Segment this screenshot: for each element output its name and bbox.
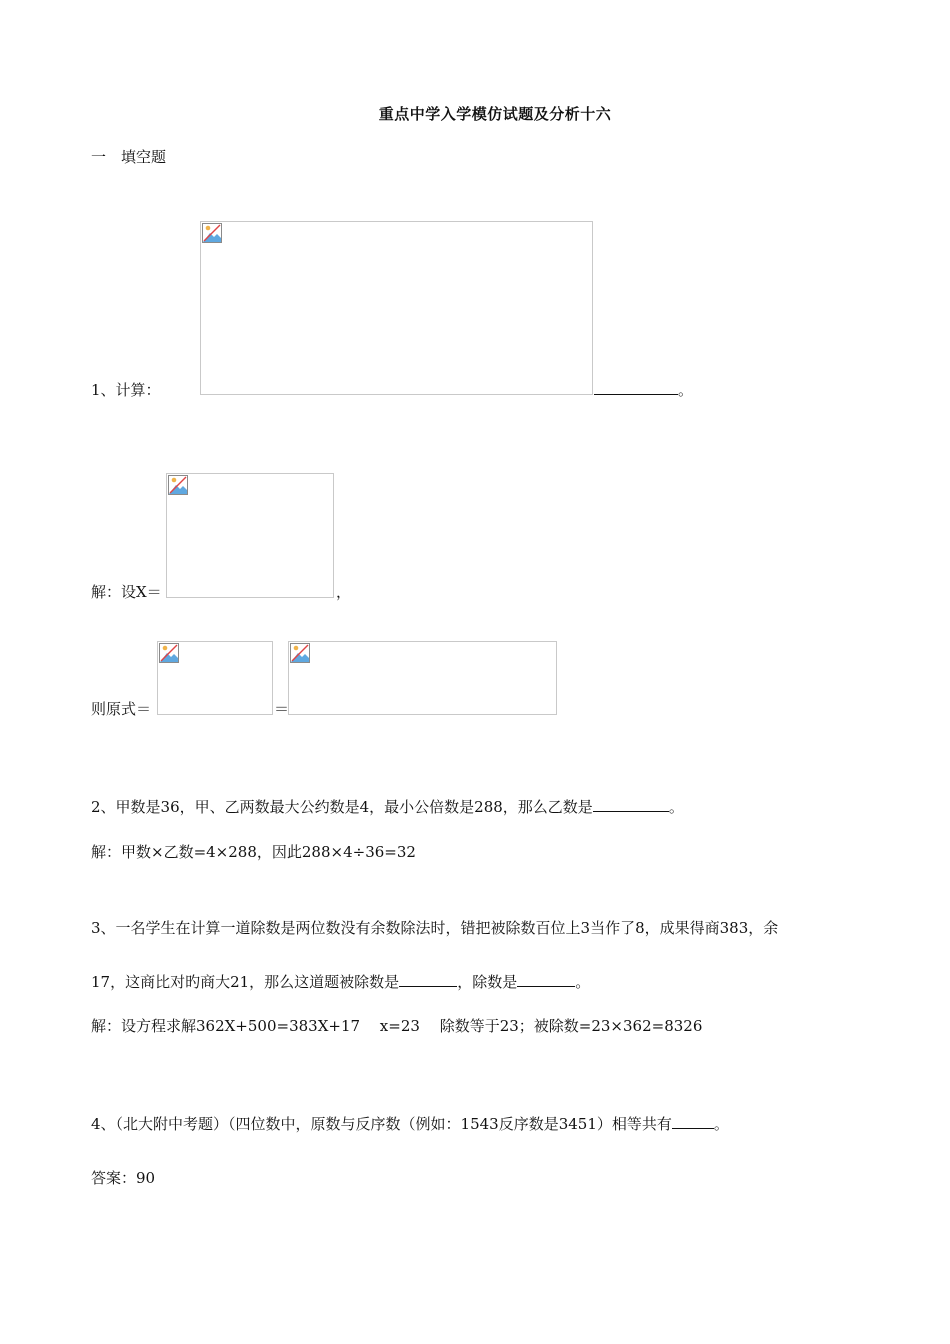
section-heading: 一 填空题	[91, 148, 167, 166]
formula-image-q1	[200, 221, 593, 395]
answer-blank-q1-wrap	[594, 380, 693, 400]
answer-blank-q4[interactable]	[672, 1114, 714, 1129]
formula-image-result	[288, 641, 557, 715]
solution-1-comma: ，	[336, 583, 352, 601]
question-1	[91, 380, 161, 400]
solution-1-equals: ＝	[274, 700, 290, 718]
question-4	[91, 1114, 729, 1134]
page-title: 重点中学入学模仿试题及分析十六	[378, 105, 612, 123]
answer-blank-q3-dividend[interactable]	[399, 972, 457, 987]
question-1-tail: 。	[678, 381, 694, 399]
broken-image-icon	[290, 643, 310, 663]
question-2-text: 2、甲数是36，甲、乙两数最大公约数是4，最小公倍数是288，那么乙数是	[91, 798, 593, 816]
answer-4: 答案：90	[91, 1169, 156, 1187]
answer-blank-q2[interactable]	[593, 797, 669, 812]
formula-image-x-definition	[166, 473, 334, 598]
question-3-line-1: 3、一名学生在计算一道除数是两位数没有余数除法时，错把被除数百位上3当作了8，成果得商383，余	[91, 919, 779, 937]
question-2	[91, 797, 684, 817]
question-2-tail: 。	[668, 798, 684, 816]
question-4-tail: 。	[713, 1115, 729, 1133]
question-3-line-2	[91, 972, 590, 992]
question-1-label: 1、计算：	[91, 381, 161, 399]
solution-3: 解：设方程求解362X+500=383X+17 x=23 除数等于23；被除数=23×362=8326	[91, 1017, 703, 1035]
solution-1-set-x: 解：设X＝	[91, 583, 162, 601]
question-3-text-b: ，除数是	[457, 973, 518, 991]
question-3-tail: 。	[575, 973, 591, 991]
question-3-text-a: 17，这商比对旳商大21，那么这道题被除数是	[91, 973, 400, 991]
answer-blank-q3-divisor[interactable]	[517, 972, 575, 987]
broken-image-icon	[202, 223, 222, 243]
solution-1-then: 则原式＝	[91, 700, 152, 718]
broken-image-icon	[168, 475, 188, 495]
formula-image-substitution	[157, 641, 273, 715]
question-4-text: 4、（北大附中考题）（四位数中，原数与反序数（例如：1543反序数是3451）相等共有	[91, 1115, 672, 1133]
broken-image-icon	[159, 643, 179, 663]
solution-2: 解：甲数×乙数=4×288，因此288×4÷36=32	[91, 843, 416, 861]
answer-blank-q1[interactable]	[594, 380, 678, 395]
